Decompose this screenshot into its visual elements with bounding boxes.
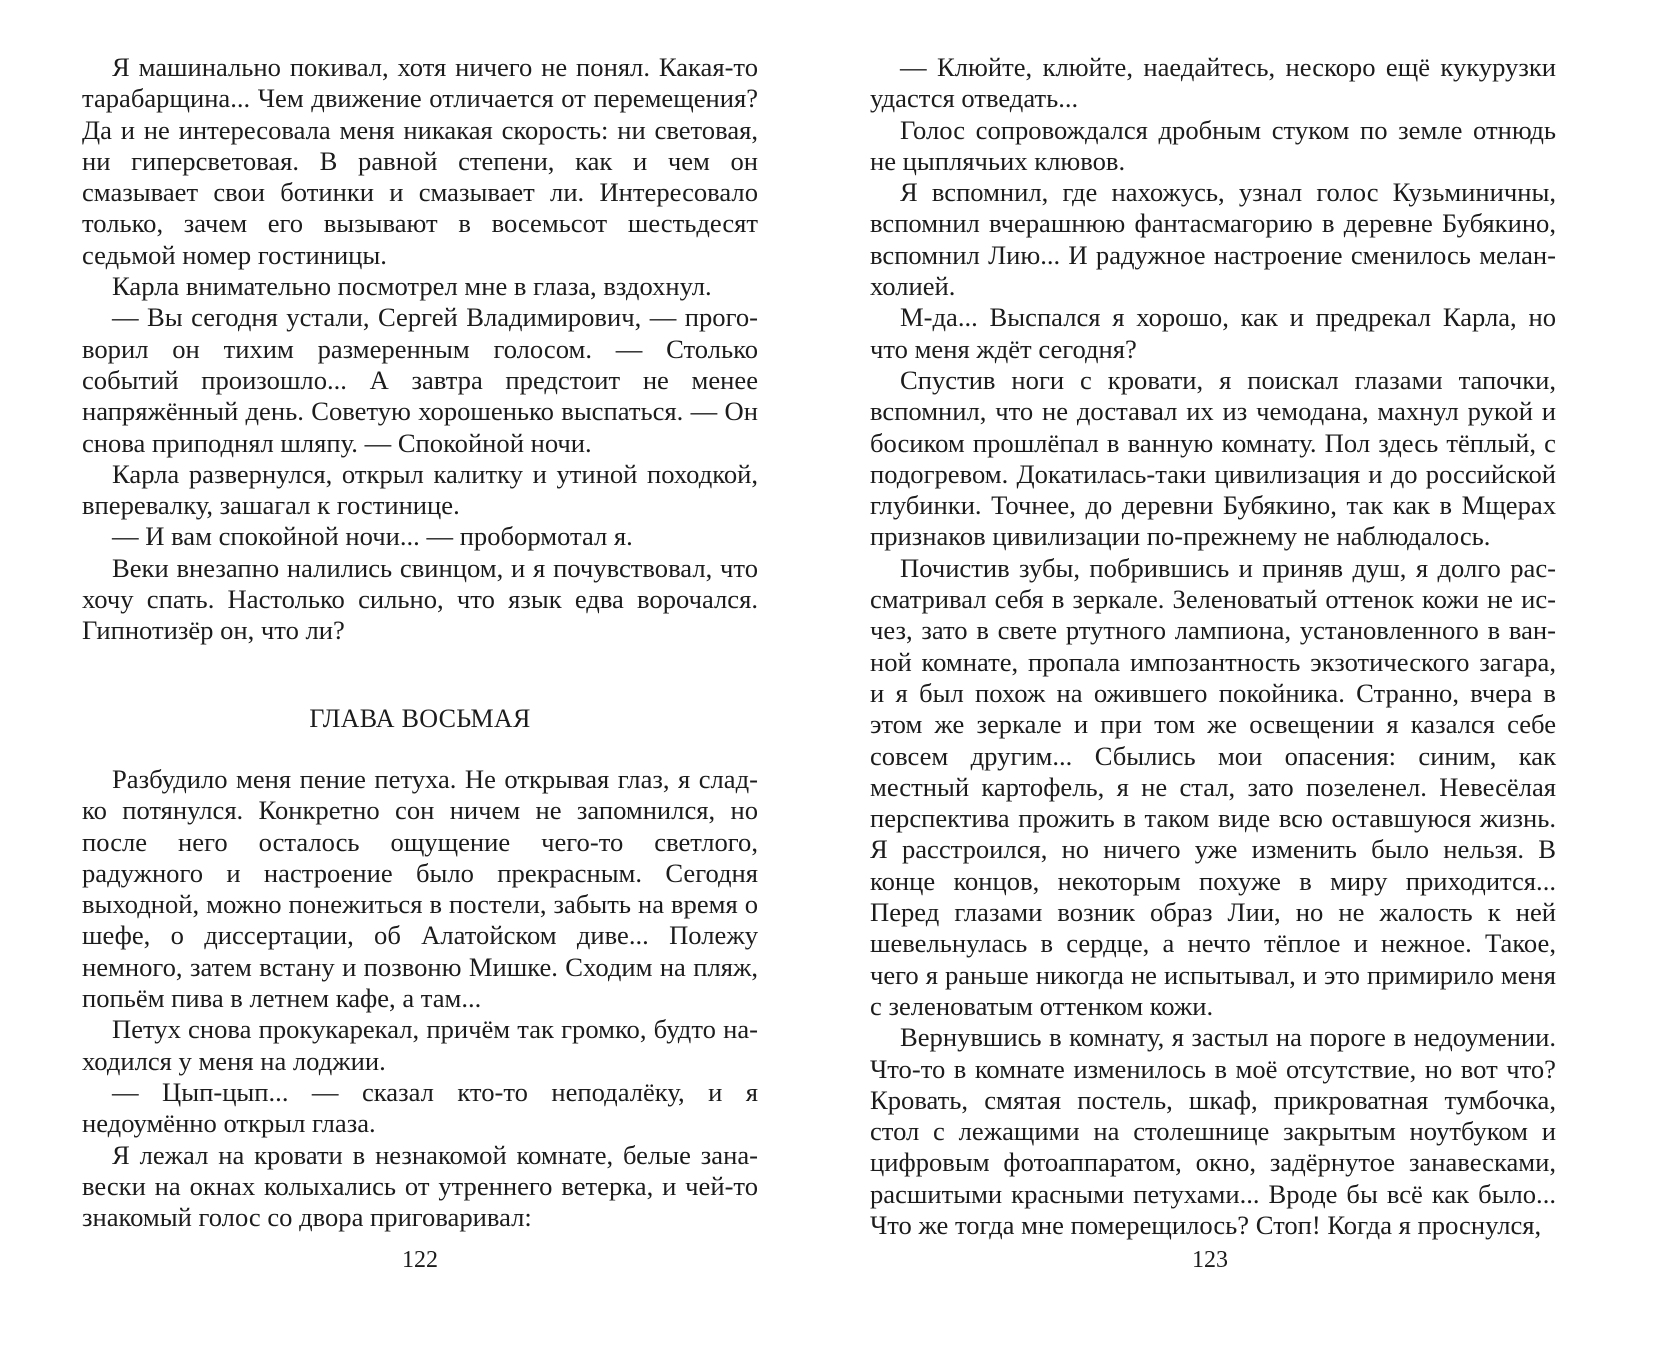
paragraph: Спустив ноги с кровати, я поискал глазами тапочки, вспомнил, что не доставал их из чемодана, махнул рукой и босиком прошлёпал в ванную комнату. Пол здесь тёплый, с подогревом. Докатилась-таки цивилизация и до российской глубинки. Точнее, до деревни Бубякино, так как в Мщерах признаков цивилизации по-прежнему не наблюдалось. <box>870 364 1556 552</box>
page-number-left: 122 <box>402 1247 438 1273</box>
paragraph: Карла развернулся, открыл калитку и утиной походкой, вперевалку, зашагал к гостинице. <box>82 458 758 521</box>
paragraph: Почистив зубы, побрившись и приняв душ, я долго рассматривал себя в зеркале. Зеленоватый оттенок кожи не исчез, зато в свете ртутного лампиона, установленного в ванной комнате, пропала импозантность экзотического загара, и я был похож на ожившего покойника. Странно, вчера в этом же зеркале и при том же освещении я казался себе совсем другим... Сбылись мои опасения: синим, как местный картофель, я не стал, зато позеленел. Невесёлая перспектива прожить в таком виде всю оставшуюся жизнь. Я расстроился, но ничего уже изменить было нельзя. В конце концов, некоторым похуже в миру приходится... Перед глазами возник образ Лии, но не жалость к ней шевельнулась в сердце, а нечто тёплое и нежное. Такое, чего я раньше никогда не испытывал, и это примирило меня с зеленоватым оттенком кожи. <box>870 552 1556 1021</box>
paragraph: — Вы сегодня устали, Сергей Владимирович, — проговорил он тихим размеренным голосом. — Столько событий произошло... А завтра предстоит не менее напряжённый день. Советую хорошенько выспаться. — Он снова приподнял шляпу. — Спокойной ночи. <box>82 302 758 458</box>
paragraph: — Цып-цып... — сказал кто-то неподалёку, и я недоумённо открыл глаза. <box>82 1076 758 1139</box>
paragraph: Я вспомнил, где нахожусь, узнал голос Кузьминичны, вспомнил вчерашнюю фантасмагорию в деревне Бубякино, вспомнил Лию... И радужное настроение сменилось меланхолией. <box>870 177 1556 302</box>
paragraph: — И вам спокойной ночи... — пробормотал я. <box>112 521 633 552</box>
paragraph: Я машинально покивал, хотя ничего не понял. Какая-то тарабарщина... Чем движение отличается от перемещения? Да и не интересовала меня никакая скорость: ни световая, ни гиперсветовая. В равной степени, как и чем он смазывает свои ботинки и смазывает ли. Интересовало только, зачем его вызывают в восемьсот шестьдесят седьмой номер гостиницы. <box>82 52 758 270</box>
paragraph: М-да... Выспался я хорошо, как и предрекал Карла, но что меня ждёт сегодня? <box>870 302 1556 364</box>
page-number-right: 123 <box>1192 1247 1228 1273</box>
paragraph: Я лежал на кровати в незнакомой комнате, белые занавески на окнах колыхались от утреннего ветерка, и чей-то знакомый голос со двора приговаривал: <box>82 1139 758 1233</box>
paragraph: Петух снова прокукарекал, причём так громко, будто находился у меня на лоджии. <box>82 1014 758 1076</box>
left-page <box>82 52 758 1233</box>
chapter-title: ГЛАВА ВОСЬМАЯ <box>309 703 531 733</box>
right-page <box>870 52 1556 1241</box>
paragraph: Карла внимательно посмотрел мне в глаза, вздохнул. <box>112 271 712 302</box>
paragraph: Вернувшись в комнату, я застыл на пороге в недоумении. Что-то в комнате изменилось в моё отсутствие, но вот что? Кровать, смятая постель, шкаф, прикроватная тумбочка, стол с лежащими на столешнице закрытым ноутбуком и цифровым фотоаппаратом, окно, задёрнутое занавесками, расшитыми красными петухами... Вроде бы всё как было... Что же тогда мне померещилось? Стоп! Когда я проснулся, <box>870 1022 1556 1240</box>
paragraph: Веки внезапно налились свинцом, и я почувствовал, что хочу спать. Настолько сильно, что язык едва ворочался. Гипнотизёр он, что ли? <box>82 552 758 646</box>
paragraph: Разбудило меня пение петуха. Не открывая глаз, я сладко потянулся. Конкретно сон ничем не запомнился, но после него осталось ощущение чего-то светлого, радужного и настроение было прекрасным. Сегодня выходной, можно понежиться в постели, забыть на время о шефе, о диссертации, об Алатойском диве... Полежу немного, затем встану и позвоню Мишке. Сходим на пляж, попьём пива в летнем кафе, а там... <box>82 763 758 1014</box>
paragraph: — Клюйте, клюйте, наедайтесь, нескоро ещё кукурузки удастся отведать... <box>870 52 1556 114</box>
paragraph: Голос сопровождался дробным стуком по земле отнюдь не цыплячьих клювов. <box>870 114 1556 176</box>
